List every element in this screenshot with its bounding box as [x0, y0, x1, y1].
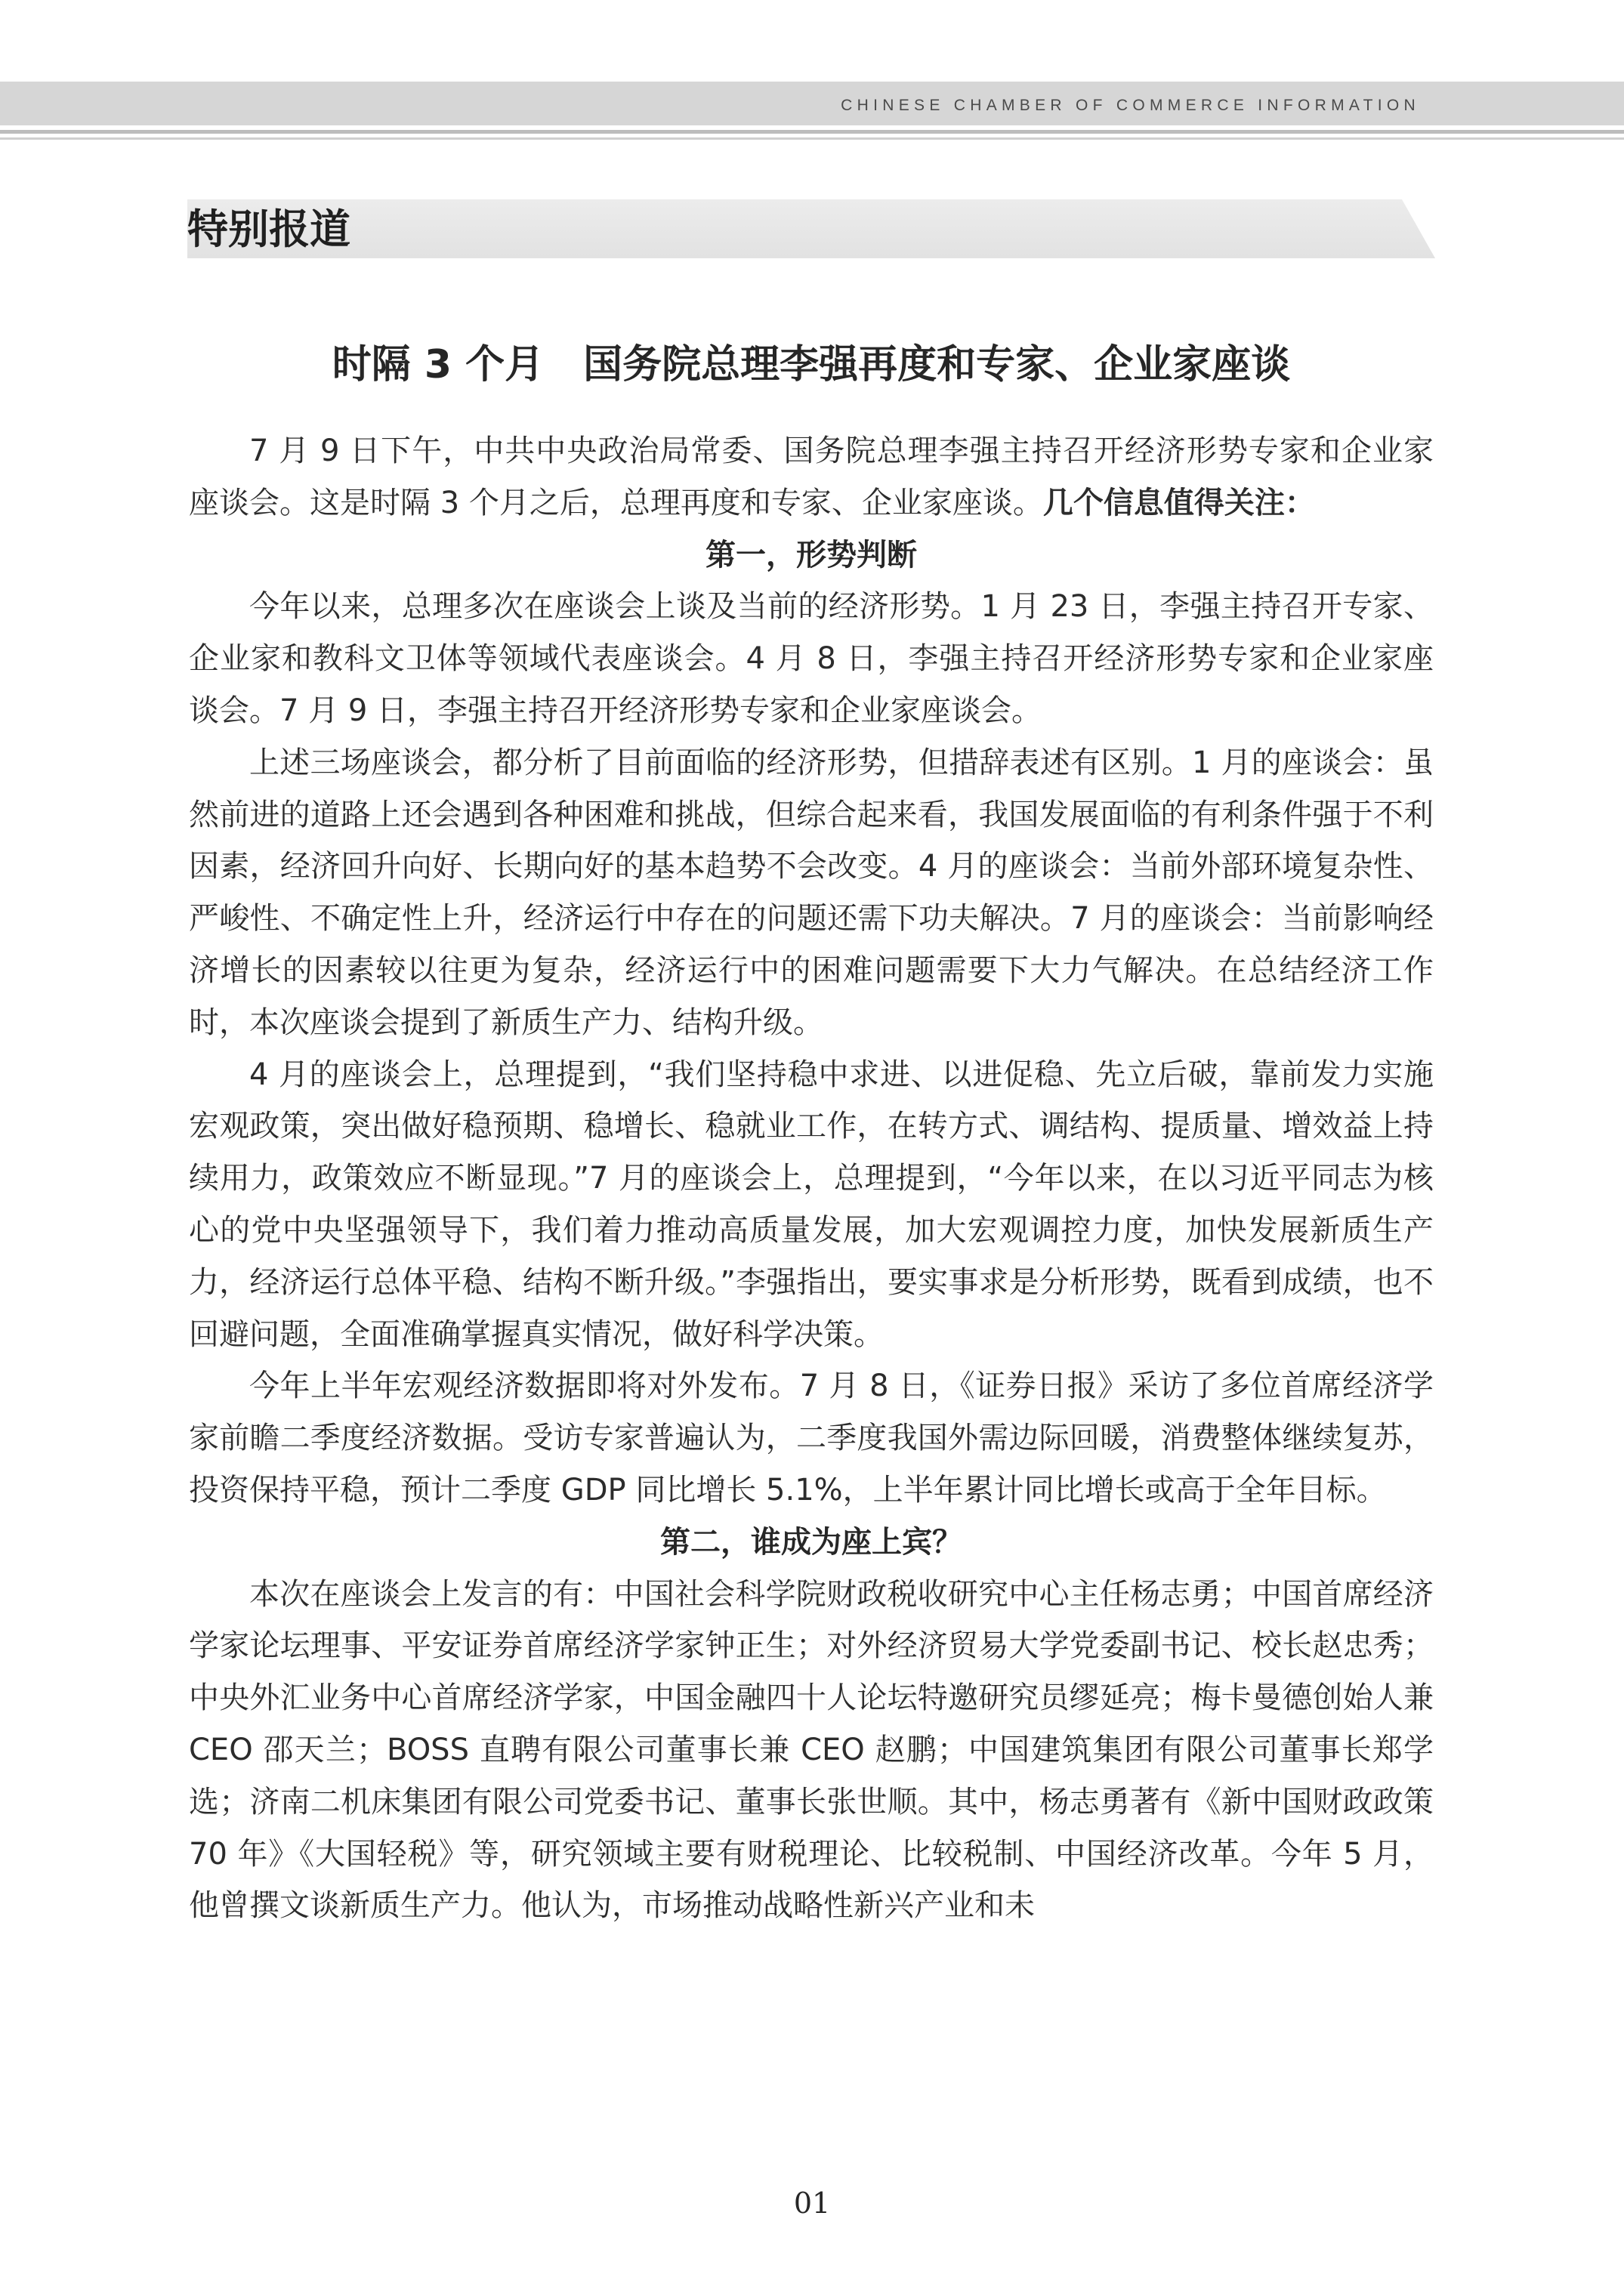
paragraph-1: 今年以来，总理多次在座谈会上谈及当前的经济形势。1 月 23 日，李强主持召开专家、企业家和教科文卫体等领域代表座谈会。4 月 8 日，李强主持召开经济形势专家和企业家座谈会。7 月 9 日，李强主持召开经济形势专家和企业家座谈会。: [189, 589, 1434, 728]
paragraph-3: 4 月的座谈会上，总理提到，“我们坚持稳中求进、以进促稳、先立后破，靠前发力实施宏观政策，突出做好稳预期、稳增长、稳就业工作，在转方式、调结构、提质量、增效益上持续用力，政策效应不断显现。”7 月的座谈会上，总理提到，“今年以来，在以习近平同志为核心的党中央坚强领导下，我们着力推动高质量发展，加大宏观调控力度，加快发展新质生产力，经济运行总体平稳、结构不断升级。”李强指出，要实事求是分析形势，既看到成绩，也不回避问题，全面准确掌握真实情况，做好科学决策。: [189, 1057, 1434, 1352]
section-heading-2: 第二，谁成为座上宾？: [660, 1524, 962, 1560]
header-divider-thin: [0, 137, 1624, 140]
intro-bold-text: 几个信息值得关注：: [1042, 485, 1315, 520]
intro-paragraph: [189, 425, 1434, 529]
page-number: 01: [793, 2187, 831, 2220]
section-heading-1: 第一，形势判断: [705, 537, 917, 572]
header-banner-text: CHINESE CHAMBER OF COMMERCE INFORMATION: [841, 97, 1420, 114]
article-body: [189, 425, 1434, 1932]
section-label: 特别报道: [187, 205, 350, 253]
paragraph-2: 上述三场座谈会，都分析了目前面临的经济形势，但措辞表述有区别。1 月的座谈会：虽然前进的道路上还会遇到各种困难和挑战，但综合起来看，我国发展面临的有利条件强于不利因素，经济回升向好、长期向好的基本趋势不会改变。4 月的座谈会：当前外部环境复杂性、严峻性、不确定性上升，经济运行中存在的问题还需下功夫解决。7 月的座谈会：当前影响经济增长的因素较以往更为复杂，经济运行中的困难问题需要下大力气解决。在总结经济工作时，本次座谈会提到了新质生产力、结构升级。: [189, 745, 1434, 1040]
header-divider: [0, 130, 1624, 134]
article-title: 时隔 3 个月 国务院总理李强再度和专家、企业家座谈: [332, 342, 1291, 387]
intro-text: 7 月 9 日下午，中共中央政治局常委、国务院总理李强主持召开经济形势专家和企业家座谈会。这是时隔 3 个月之后，总理再度和专家、企业家座谈。: [189, 434, 1434, 520]
paragraph-5: 本次在座谈会上发言的有：中国社会科学院财政税收研究中心主任杨志勇；中国首席经济学家论坛理事、平安证券首席经济学家钟正生；对外经济贸易大学党委副书记、校长赵忠秀；中央外汇业务中心首席经济学家，中国金融四十人论坛特邀研究员缪延亮；梅卡曼德创始人兼 CEO 邵天兰；BOSS 直聘有限公司董事长兼 CEO 赵鹏；中国建筑集团有限公司董事长郑学选；济南二机床集团有限公司党委书记、董事长张世顺。其中，杨志勇著有《新中国财政政策 70 年》《大国轻税》等，研究领域主要有财税理论、比较税制、中国经济改革。今年 5 月，他曾撰文谈新质生产力。他认为，市场推动战略性新兴产业和未: [189, 1576, 1434, 1924]
section-bar: [187, 199, 1435, 258]
paragraph-4: 今年上半年宏观经济数据即将对外发布。7 月 8 日，《证券日报》采访了多位首席经济学家前瞻二季度经济数据。受访专家普遍认为，二季度我国外需边际回暖，消费整体继续复苏，投资保持平稳，预计二季度 GDP 同比增长 5.1%，上半年累计同比增长或高于全年目标。: [189, 1369, 1434, 1508]
